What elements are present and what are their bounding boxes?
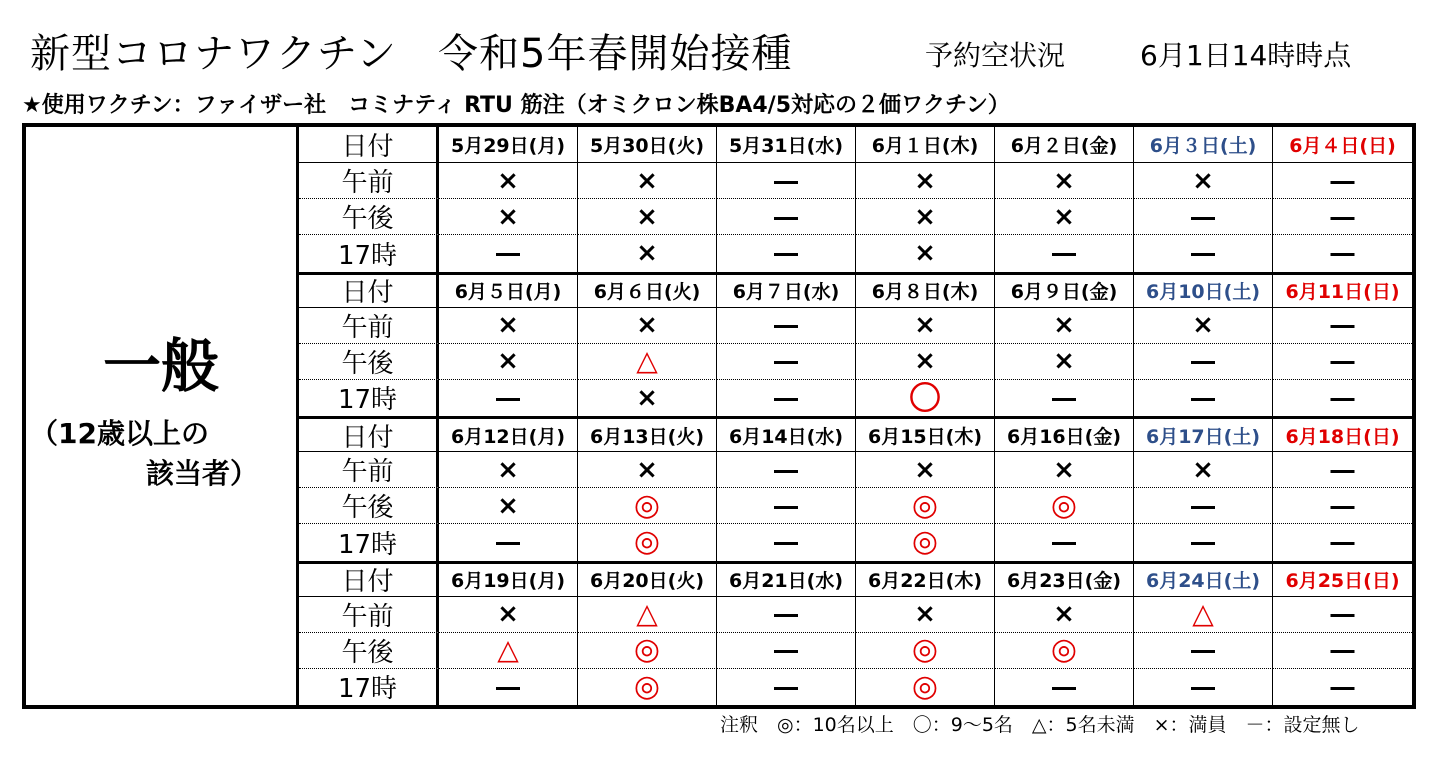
availability-table: [22, 123, 1416, 709]
not-set-mark: ―: [1191, 491, 1215, 520]
slot-cell: [856, 380, 995, 416]
slot-cell: [1134, 524, 1273, 560]
full-mark: ×: [636, 238, 658, 269]
slot-cell: [1134, 452, 1273, 488]
not-set-mark: ―: [774, 383, 798, 412]
slot-cell: [439, 308, 578, 344]
slot-cell: [578, 199, 717, 235]
row-label-date: 日付: [299, 127, 439, 163]
slot-cell: [1134, 488, 1273, 524]
as-of-time: 6月1日14時時点: [1140, 39, 1352, 72]
many-left-mark: ◎: [911, 488, 939, 523]
slot-cell: [717, 235, 856, 271]
not-set-mark: ―: [774, 311, 798, 340]
row-label-evening: 17時: [299, 235, 439, 271]
date-header: 6月７日(水): [717, 272, 856, 308]
date-header: 6月３日(土): [1134, 127, 1273, 163]
not-set-mark: ―: [1052, 528, 1076, 557]
many-left-mark: ◎: [911, 668, 939, 704]
not-set-mark: ―: [774, 672, 798, 701]
slot-cell: [578, 633, 717, 669]
slot-cell: [439, 163, 578, 199]
full-mark: ×: [914, 310, 936, 341]
date-header: 6月24日(土): [1134, 561, 1273, 597]
not-set-mark: ―: [774, 528, 798, 557]
not-set-mark: ―: [1330, 672, 1355, 701]
not-set-mark: ―: [1052, 672, 1076, 701]
not-set-mark: ―: [1191, 347, 1215, 376]
full-mark: ×: [1053, 165, 1075, 196]
slot-cell: [1134, 199, 1273, 235]
date-header: 6月16日(金): [995, 416, 1134, 452]
not-set-mark: ―: [1191, 636, 1215, 665]
date-header: 6月18日(日): [1273, 416, 1412, 452]
slot-cell: [856, 308, 995, 344]
full-mark: ×: [914, 599, 936, 630]
slot-cell: [439, 488, 578, 524]
slot-cell: [439, 633, 578, 669]
slot-cell: [1273, 488, 1412, 524]
slot-cell: [856, 669, 995, 705]
not-set-mark: ―: [774, 491, 798, 520]
slot-cell: [1273, 199, 1412, 235]
slot-cell: [1134, 308, 1273, 344]
date-header: 6月１日(木): [856, 127, 995, 163]
category-sub-line2: 該当者）: [146, 457, 259, 490]
slot-cell: [578, 380, 717, 416]
full-mark: ×: [1053, 310, 1075, 341]
slot-cell: [439, 669, 578, 705]
date-header: 6月23日(金): [995, 561, 1134, 597]
date-header: 6月22日(木): [856, 561, 995, 597]
category-main: 一般: [102, 332, 219, 400]
full-mark: ×: [636, 382, 658, 413]
slot-cell: [578, 524, 717, 560]
slot-cell: [439, 524, 578, 560]
slot-cell: [1273, 380, 1412, 416]
full-mark: ×: [1053, 454, 1075, 485]
slot-cell: [1273, 597, 1412, 633]
slot-cell: [578, 163, 717, 199]
date-header: 6月10日(土): [1134, 272, 1273, 308]
not-set-mark: ―: [1330, 636, 1355, 665]
not-set-mark: ―: [496, 239, 520, 268]
slot-cell: [717, 163, 856, 199]
slot-cell: [717, 669, 856, 705]
slot-cell: [717, 524, 856, 560]
not-set-mark: ―: [1191, 672, 1215, 701]
few-left-mark: △: [636, 344, 658, 378]
slot-cell: [995, 669, 1134, 705]
not-set-mark: ―: [774, 600, 798, 629]
row-label-afternoon: 午後: [299, 488, 439, 524]
full-mark: ×: [1053, 599, 1075, 630]
not-set-mark: ―: [1330, 166, 1355, 195]
slot-cell: [1134, 597, 1273, 633]
full-mark: ×: [497, 599, 519, 630]
slot-cell: [1134, 669, 1273, 705]
many-left-mark: ◎: [911, 632, 939, 668]
status-label: 予約空状況: [925, 39, 1066, 72]
row-label-evening: 17時: [299, 669, 439, 705]
row-label-date: 日付: [299, 416, 439, 452]
not-set-mark: ―: [1330, 491, 1355, 520]
slot-cell: [1134, 235, 1273, 271]
row-label-evening: 17時: [299, 524, 439, 560]
few-left-mark: △: [497, 633, 519, 667]
row-label-date: 日付: [299, 561, 439, 597]
many-left-mark: ◎: [911, 524, 939, 560]
slot-cell: [717, 633, 856, 669]
not-set-mark: ―: [774, 455, 798, 484]
not-set-mark: ―: [774, 636, 798, 665]
row-label-afternoon: 午後: [299, 344, 439, 380]
full-mark: ×: [497, 490, 519, 521]
slot-cell: [995, 524, 1134, 560]
date-header: 6月25日(日): [1273, 561, 1412, 597]
full-mark: ×: [497, 454, 519, 485]
not-set-mark: ―: [1191, 202, 1215, 231]
not-set-mark: ―: [1052, 383, 1076, 412]
slot-cell: [1273, 452, 1412, 488]
header: [30, 22, 1430, 82]
slot-cell: [995, 633, 1134, 669]
slot-cell: [1273, 633, 1412, 669]
date-header: 6月15日(木): [856, 416, 995, 452]
slot-cell: [995, 344, 1134, 380]
slot-cell: [717, 597, 856, 633]
slot-cell: [995, 380, 1134, 416]
slot-cell: [856, 163, 995, 199]
slot-cell: [1273, 669, 1412, 705]
slot-cell: [856, 488, 995, 524]
row-label-morning: 午前: [299, 597, 439, 633]
slot-cell: [856, 235, 995, 271]
not-set-mark: ―: [1191, 528, 1215, 557]
full-mark: ×: [636, 165, 658, 196]
date-header: 6月２日(金): [995, 127, 1134, 163]
not-set-mark: ―: [774, 239, 798, 268]
full-mark: ×: [1192, 310, 1214, 341]
date-header: 5月30日(火): [578, 127, 717, 163]
full-mark: ×: [636, 454, 658, 485]
date-header: 6月14日(水): [717, 416, 856, 452]
slot-cell: [717, 488, 856, 524]
slot-cell: [1273, 308, 1412, 344]
slot-cell: [439, 199, 578, 235]
page-title: 新型コロナワクチン 令和5年春開始接種: [30, 31, 793, 77]
many-left-mark: ◎: [1050, 488, 1078, 523]
slot-cell: [856, 597, 995, 633]
full-mark: ×: [636, 201, 658, 232]
not-set-mark: ―: [496, 528, 520, 557]
full-mark: ×: [1053, 346, 1075, 377]
slot-cell: [1134, 344, 1273, 380]
slot-cell: [439, 597, 578, 633]
row-label-date: 日付: [299, 272, 439, 308]
slot-cell: [439, 235, 578, 271]
slot-cell: [578, 344, 717, 380]
date-header: 6月13日(火): [578, 416, 717, 452]
slot-cell: [717, 308, 856, 344]
date-header: 6月12日(月): [439, 416, 578, 452]
date-header: 6月８日(木): [856, 272, 995, 308]
slot-cell: [439, 380, 578, 416]
slot-cell: [1134, 380, 1273, 416]
slot-cell: [995, 235, 1134, 271]
slot-cell: [578, 235, 717, 271]
full-mark: ×: [914, 454, 936, 485]
not-set-mark: ―: [1330, 528, 1355, 557]
not-set-mark: ―: [774, 347, 798, 376]
not-set-mark: ―: [496, 672, 520, 701]
few-left-mark: △: [636, 597, 658, 631]
not-set-mark: ―: [774, 166, 798, 195]
full-mark: ×: [914, 238, 936, 269]
slot-cell: [995, 488, 1134, 524]
slot-cell: [439, 452, 578, 488]
slot-cell: [995, 308, 1134, 344]
full-mark: ×: [1053, 201, 1075, 232]
not-set-mark: ―: [1330, 455, 1355, 484]
date-header: 6月５日(月): [439, 272, 578, 308]
legend-note: 注釈 ◎：10名以上 〇：9～5名 △：5名未満 ×：満員 －：設定無し: [720, 714, 1360, 736]
not-set-mark: ―: [1330, 239, 1355, 268]
full-mark: ×: [497, 346, 519, 377]
date-header: 6月６日(火): [578, 272, 717, 308]
many-left-mark: ◎: [633, 488, 661, 523]
full-mark: ×: [1192, 454, 1214, 485]
slot-cell: [856, 452, 995, 488]
slot-cell: [578, 308, 717, 344]
not-set-mark: ―: [1191, 239, 1215, 268]
slot-cell: [578, 452, 717, 488]
not-set-mark: ―: [774, 202, 798, 231]
row-label-afternoon: 午後: [299, 199, 439, 235]
slot-cell: [856, 524, 995, 560]
slot-cell: [1134, 633, 1273, 669]
slot-cell: [717, 344, 856, 380]
many-left-mark: ◎: [633, 632, 661, 668]
not-set-mark: ―: [1330, 347, 1355, 376]
slot-cell: [1273, 524, 1412, 560]
not-set-mark: ―: [1330, 383, 1355, 412]
slot-cell: [856, 199, 995, 235]
slot-cell: [995, 452, 1134, 488]
slot-cell: [578, 488, 717, 524]
many-left-mark: ◎: [1050, 632, 1078, 668]
date-header: 6月21日(水): [717, 561, 856, 597]
slot-cell: [995, 163, 1134, 199]
date-header: 6月９日(金): [995, 272, 1134, 308]
many-left-mark: ◎: [633, 524, 661, 560]
row-label-morning: 午前: [299, 163, 439, 199]
slot-cell: [1273, 344, 1412, 380]
full-mark: ×: [497, 310, 519, 341]
full-mark: ×: [914, 165, 936, 196]
date-header: 5月29日(月): [439, 127, 578, 163]
date-header: 6月17日(土): [1134, 416, 1273, 452]
slot-cell: [995, 199, 1134, 235]
slot-cell: [717, 199, 856, 235]
not-set-mark: ―: [1052, 239, 1076, 268]
not-set-mark: ―: [496, 383, 520, 412]
slot-cell: [856, 344, 995, 380]
not-set-mark: ―: [1330, 311, 1355, 340]
date-header: 6月11日(日): [1273, 272, 1412, 308]
some-left-mark: 〇: [908, 379, 941, 416]
row-label-morning: 午前: [299, 308, 439, 344]
slot-cell: [1273, 235, 1412, 271]
full-mark: ×: [1192, 165, 1214, 196]
slot-cell: [995, 597, 1134, 633]
not-set-mark: ―: [1330, 202, 1355, 231]
category-sub-line1: （12歳以上の: [30, 417, 209, 450]
full-mark: ×: [497, 165, 519, 196]
full-mark: ×: [636, 310, 658, 341]
slot-cell: [856, 633, 995, 669]
date-header: 6月４日(日): [1273, 127, 1412, 163]
slot-cell: [717, 452, 856, 488]
row-label-evening: 17時: [299, 380, 439, 416]
date-header: 6月19日(月): [439, 561, 578, 597]
vaccine-info: ★使用ワクチン：ファイザー社 コミナティ RTU 筋注（オミクロン株BA4/5対応の２価ワクチン）: [22, 93, 1010, 118]
date-header: 6月20日(火): [578, 561, 717, 597]
not-set-mark: ―: [1330, 600, 1355, 629]
category-label: [26, 127, 299, 705]
row-label-afternoon: 午後: [299, 633, 439, 669]
slot-cell: [1273, 163, 1412, 199]
row-label-morning: 午前: [299, 452, 439, 488]
slot-cell: [439, 344, 578, 380]
full-mark: ×: [914, 346, 936, 377]
slot-cell: [717, 380, 856, 416]
slot-cell: [578, 669, 717, 705]
slot-cell: [578, 597, 717, 633]
full-mark: ×: [497, 201, 519, 232]
few-left-mark: △: [1192, 597, 1214, 631]
date-header: 5月31日(水): [717, 127, 856, 163]
slot-cell: [1134, 163, 1273, 199]
full-mark: ×: [914, 201, 936, 232]
not-set-mark: ―: [1191, 383, 1215, 412]
many-left-mark: ◎: [633, 668, 661, 704]
